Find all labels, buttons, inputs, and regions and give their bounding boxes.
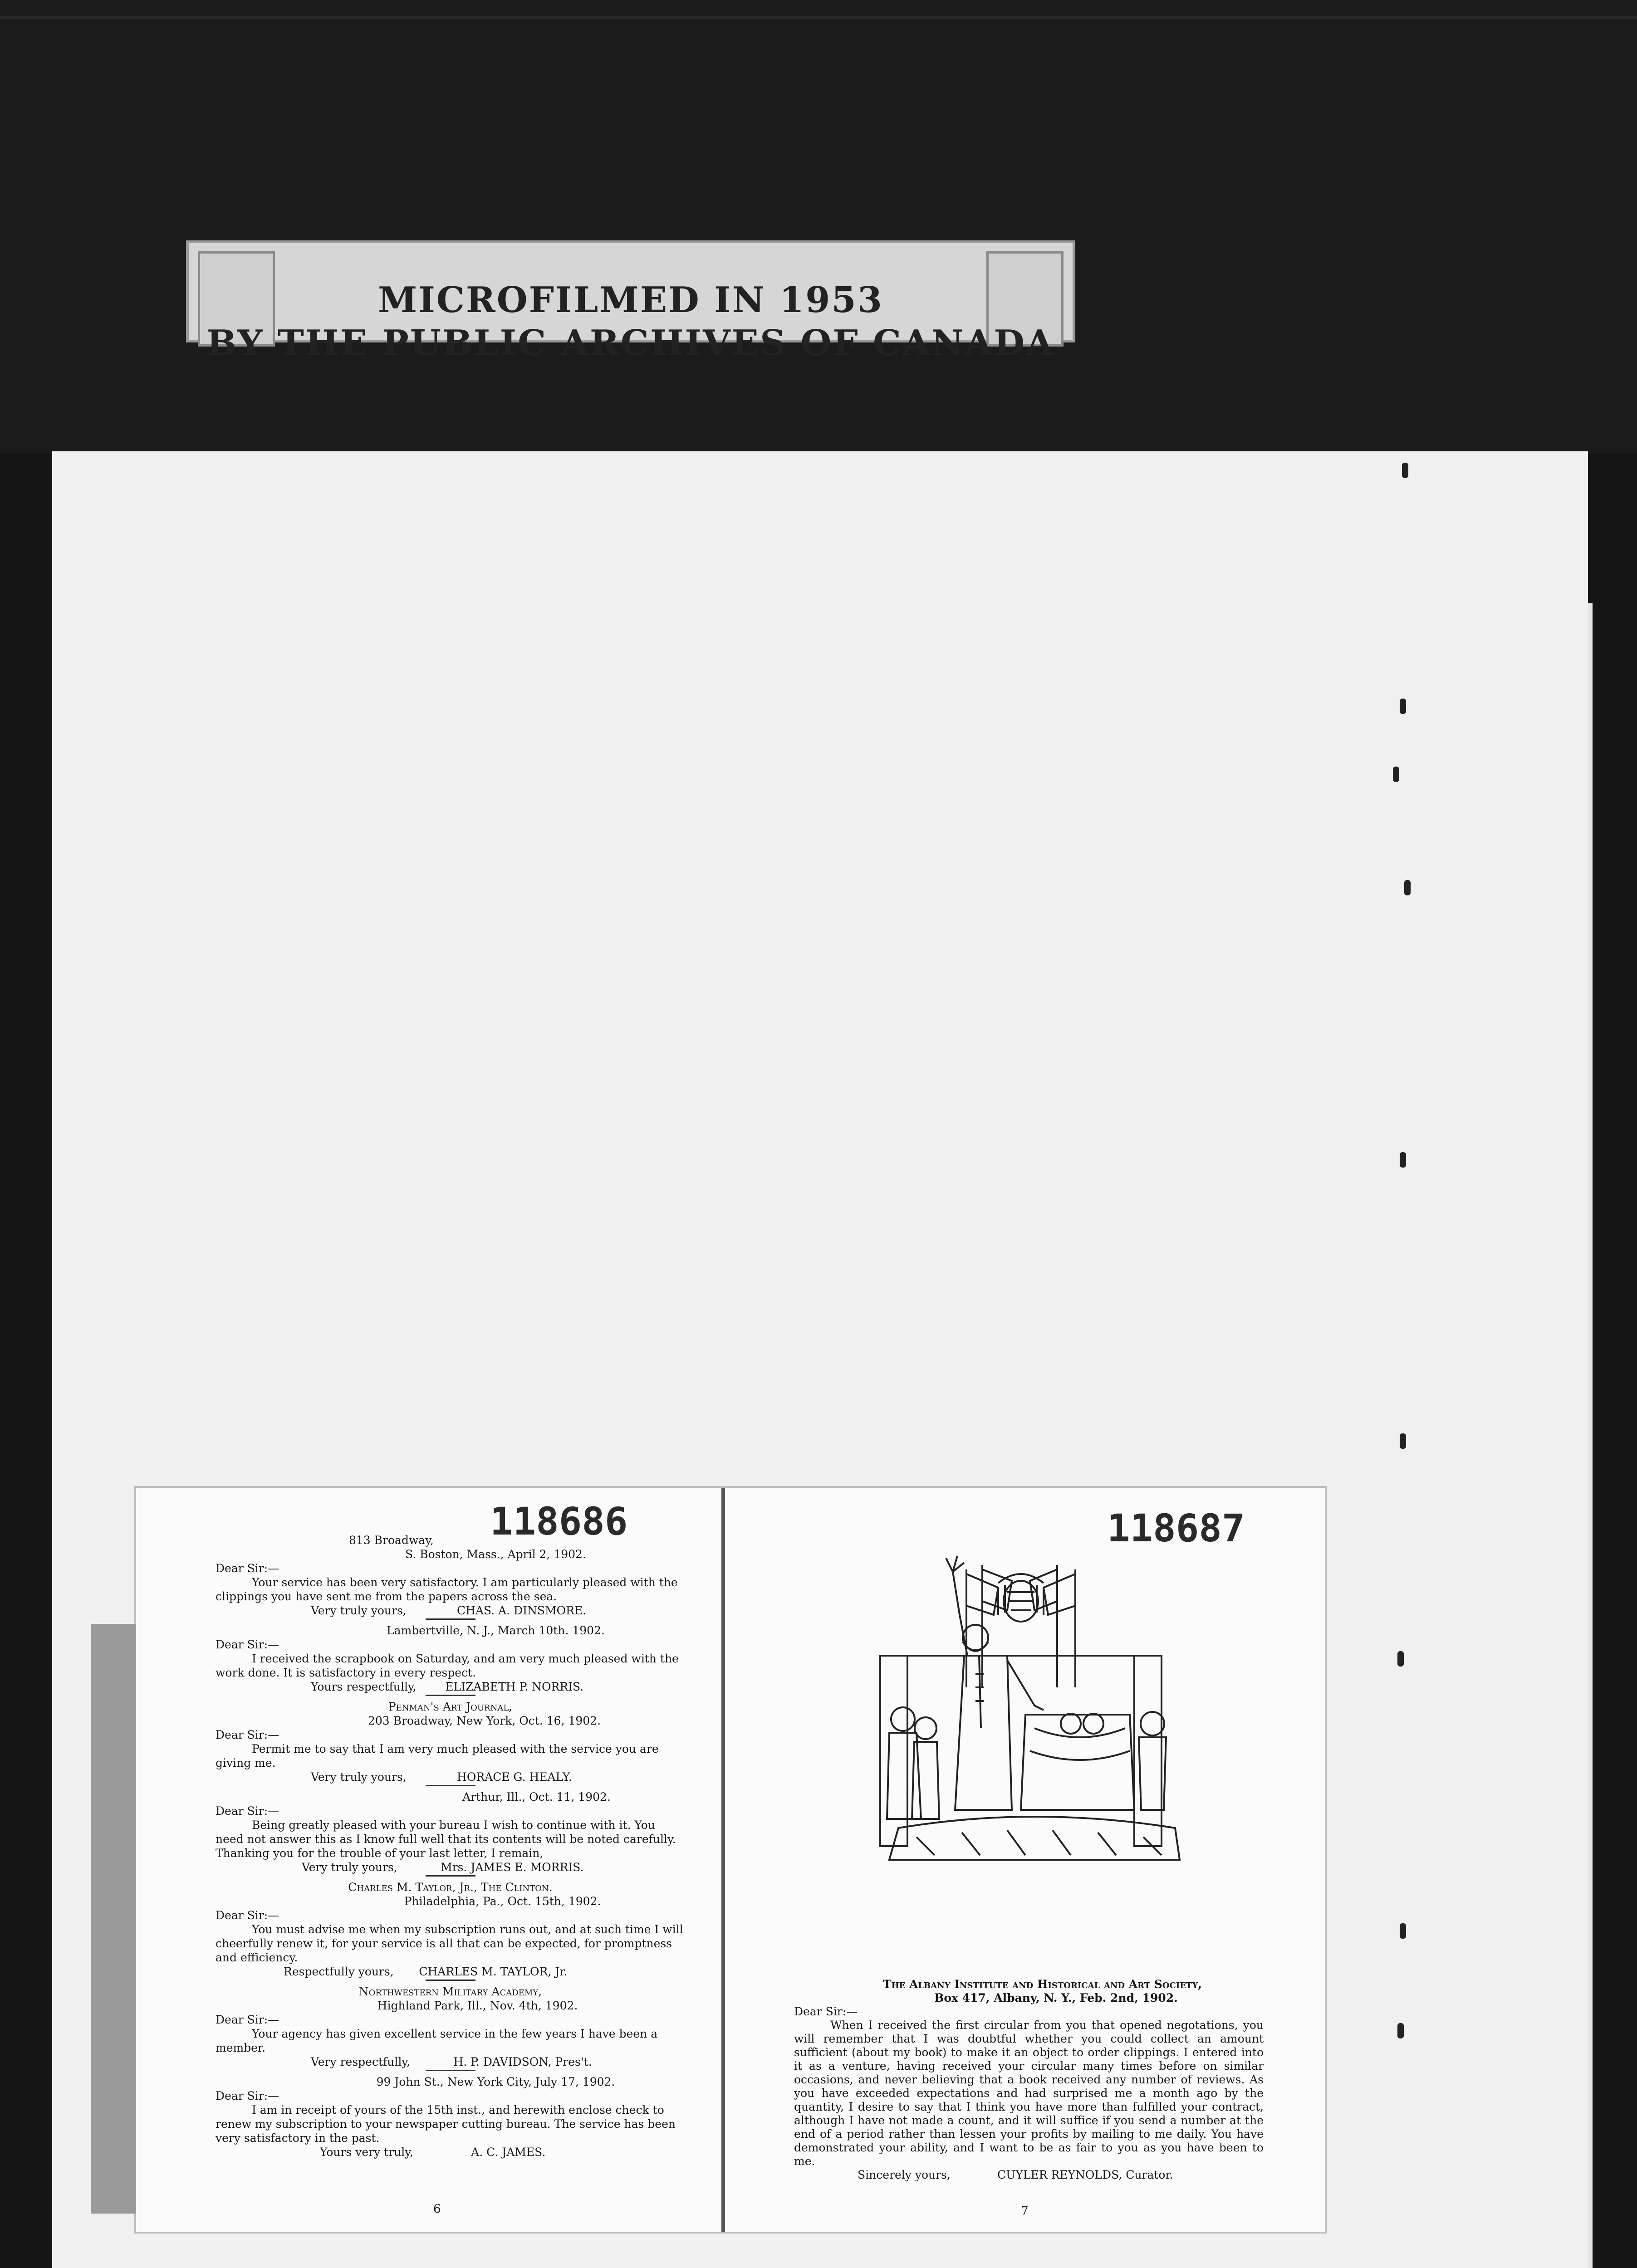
letter-salutation: Dear Sir:— [216, 2089, 279, 2102]
letter-heading-address: Box 417, Albany, N. Y., Feb. 2nd, 1902. [934, 1991, 1178, 2004]
testimonial-letter [216, 1880, 685, 1981]
testimonial-letter [216, 1984, 685, 2071]
letter-signature: A. C. JAMES. [471, 2146, 546, 2159]
edge-mark [1400, 1923, 1406, 1939]
letter-signature: CUYLER REYNOLDS, Curator. [997, 2168, 1173, 2181]
letter-body: Permit me to say that I am very much pleased with the service you are giving me. [216, 1742, 659, 1769]
letter-date: Highland Park, Ill., Nov. 4th, 1902. [377, 1999, 578, 2012]
testimonial-letter [216, 2075, 685, 2159]
letter-closing: Very truly yours, CHAS. A. DINSMORE. [311, 1604, 587, 1617]
letter-signature: HORACE G. HEALY. [457, 1770, 572, 1784]
separator-rule [426, 1695, 475, 1696]
booklet-spread [136, 1488, 1325, 2232]
letter-place: Northwestern Military Academy, [358, 1985, 542, 1998]
separator-rule [426, 2070, 475, 2071]
orator-illustration [862, 1538, 1207, 1864]
testimonial-letter [216, 1623, 685, 1696]
edge-mark [1404, 880, 1411, 895]
letter-place: Penman's Art Journal, [388, 1700, 513, 1713]
page-number: 7 [1021, 2204, 1029, 2218]
letter-salutation: Dear Sir:— [216, 1728, 279, 1741]
right-page [726, 1488, 1325, 2232]
letter-signature: Mrs. JAMES E. MORRIS. [441, 1861, 584, 1874]
separator-rule [426, 1980, 475, 1981]
letter-body: Being greatly pleased with your bureau I wish to continue with it. You need not answer this as I know full well that its contents will be noted carefully. Thanking you for the trouble of your last letter, I remain, [216, 1818, 676, 1860]
letter-place: Charles M. Taylor, Jr., The Clinton. [348, 1881, 553, 1894]
testimonial-letter [216, 1700, 685, 1786]
letter-place: Arthur, Ill., Oct. 11, 1902. [462, 1790, 611, 1804]
letter-salutation: Dear Sir:— [794, 2005, 858, 2018]
letter-body: You must advise me when my subscription runs out, and at such time I will cheerfully renew it, for your service is all that can be expected, for promptness and efficiency. [216, 1923, 683, 1964]
page-stamp-number: 118686 [490, 1499, 628, 1544]
edge-mark [1402, 463, 1408, 478]
letter-body: I am in receipt of yours of the 15th inst., and herewith enclose check to renew my subscription to your newspaper cutting bureau. The service has been very satisfactory in the past. [216, 2103, 676, 2145]
film-edge-line [0, 16, 1637, 19]
letter-salutation: Dear Sir:— [216, 1804, 279, 1818]
letter-signature: CHARLES M. TAYLOR, Jr. [419, 1965, 568, 1978]
letter-body: Your service has been very satisfactory. I am particularly pleased with the clippings you have sent me from the papers across the sea. [216, 1576, 678, 1603]
edge-mark [1397, 1651, 1404, 1667]
slate-subtitle: BY THE PUBLIC ARCHIVES OF CANADA [206, 323, 1055, 364]
letter-closing: Very truly yours, HORACE G. HEALY. [311, 1770, 572, 1784]
letter-signature: CHAS. A. DINSMORE. [457, 1604, 587, 1617]
booklet-shadow [91, 1624, 136, 2214]
separator-rule [426, 1618, 475, 1620]
letter-closing: Yours respectfully, ELIZABETH P. NORRIS. [311, 1680, 584, 1693]
letter-closing: Sincerely yours, CUYLER REYNOLDS, Curator. [858, 2168, 1173, 2181]
letter-body: When I received the first circular from you that opened negotations, you will remember that I was doubtful whether you could collect an amount sufficient (about my book) to make it an object to order clippings. I entered into it as a venture, having received your circular many times before on similar occasions, and never believing that a book received any number of reviews. As you have exceeded expectations and had surprised me a month ago by the quantity, I desire to say that I think you have more than fulfilled your contract, although I have not made a count, and it will suffice if you send a number at the end of a period rather than lessen your profits by mailing to me daily. You have demonstrated your ability, and I want to be as fair to you as you have been to me. [794, 2019, 1264, 2168]
letter-salutation: Dear Sir:— [216, 1562, 279, 1575]
letter-body: I received the scrapbook on Saturday, and am very much pleased with the work done. It is satisfactory in every respect. [216, 1652, 679, 1679]
slate-title: MICROFILMED IN 1953 [378, 279, 883, 321]
left-page [136, 1488, 725, 2232]
letter-text [794, 1978, 1264, 2182]
letter-signature: ELIZABETH P. NORRIS. [445, 1680, 584, 1693]
letter-heading: The Albany Institute and Historical and Art Society, [882, 1978, 1202, 1991]
letter-closing: Yours very truly, A. C. JAMES. [320, 2146, 546, 2159]
letter-place: Lambertville, N. J., March 10th. 1902. [387, 1624, 605, 1637]
microfilm-slate [186, 240, 1075, 364]
letter-date: 203 Broadway, New York, Oct. 16, 1902. [368, 1714, 601, 1727]
letter-salutation: Dear Sir:— [216, 1909, 279, 1922]
separator-rule [426, 1785, 475, 1786]
edge-mark [1400, 699, 1406, 714]
edge-mark [1393, 767, 1399, 782]
edge-mark [1400, 1152, 1406, 1168]
letter-closing: Very truly yours, Mrs. JAMES E. MORRIS. [302, 1861, 584, 1874]
letter-salutation: Dear Sir:— [216, 1638, 279, 1651]
testimonial-letter [216, 1533, 685, 1620]
testimonial-letter [216, 1790, 685, 1877]
letter-signature: H. P. DAVIDSON, Pres't. [453, 2055, 592, 2068]
film-top-border [0, 0, 1637, 454]
letter-date: Philadelphia, Pa., Oct. 15th, 1902. [404, 1895, 601, 1908]
letter-salutation: Dear Sir:— [216, 2013, 279, 2026]
letter-closing: Respectfully yours, CHARLES M. TAYLOR, Jr. [284, 1965, 568, 1978]
edge-mark [1400, 1433, 1406, 1449]
edge-mark [1397, 2023, 1404, 2038]
separator-rule [426, 1875, 475, 1877]
letters-column [216, 1533, 685, 2159]
letter-closing: Very respectfully, H. P. DAVIDSON, Pres't. [311, 2055, 592, 2068]
page-number: 6 [433, 2202, 441, 2216]
page-stamp-number: 118687 [1107, 1506, 1245, 1550]
letter-place: 813 Broadway, [349, 1534, 434, 1547]
letter-body: Your agency has given excellent service in the few years I have been a member. [216, 2027, 658, 2054]
letter-date: S. Boston, Mass., April 2, 1902. [405, 1548, 586, 1561]
letter-place: 99 John St., New York City, July 17, 1902. [376, 2075, 615, 2088]
